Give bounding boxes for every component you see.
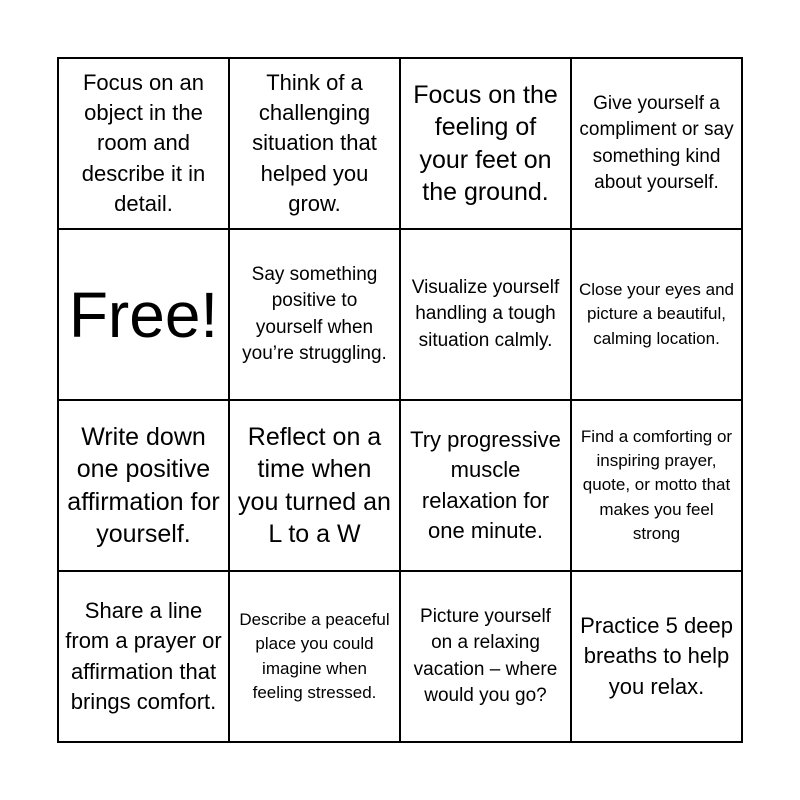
bingo-cell-text: Focus on an object in the room and describe it in detail. [81,69,206,217]
bingo-cell[interactable] [401,572,572,743]
bingo-cell[interactable] [572,59,743,230]
bingo-cell[interactable] [401,401,572,572]
bingo-cell[interactable] [572,230,743,401]
bingo-cell-text: Close your eyes and picture a beautiful, calming location. [579,280,734,348]
bingo-cell[interactable] [401,59,572,230]
bingo-cell-text: Free! [68,278,219,351]
bingo-card [57,57,743,743]
bingo-cell-text: Think of a challenging situation that helped you grow. [252,69,377,217]
bingo-cell-free[interactable] [59,230,230,401]
bingo-cell-text: Picture yourself on a relaxing vacation – where would you go? [413,606,558,706]
bingo-cell[interactable] [230,230,401,401]
bingo-cell-text: Focus on the feeling of your feet on the ground. [413,80,558,206]
bingo-cell-text: Try progressive muscle relaxation for one minute. [410,426,561,543]
bingo-cell-text: Write down one positive affirmation for yourself. [67,422,220,548]
bingo-cell[interactable] [572,572,743,743]
bingo-cell[interactable] [572,401,743,572]
bingo-cell-text: Reflect on a time when you turned an L to a W [238,422,391,548]
bingo-cell-text: Say something positive to yourself when you’re struggling. [242,264,387,364]
bingo-cell[interactable] [230,59,401,230]
bingo-cell[interactable] [230,572,401,743]
bingo-cell[interactable] [230,401,401,572]
bingo-cell[interactable] [59,401,230,572]
bingo-cell-text: Share a line from a prayer or affirmation that brings comfort. [65,597,222,714]
bingo-cell[interactable] [59,59,230,230]
bingo-cell[interactable] [59,572,230,743]
bingo-cell-text: Practice 5 deep breaths to help you relax. [580,612,733,699]
bingo-cell-text: Describe a peaceful place you could imagine when feeling stressed. [239,610,390,702]
bingo-cell-text: Visualize yourself handling a tough situation calmly. [411,277,560,351]
bingo-cell[interactable] [401,230,572,401]
bingo-cell-text: Give yourself a compliment or say something kind about yourself. [579,93,734,193]
bingo-cell-text: Find a comforting or inspiring prayer, quote, or motto that makes you feel strong [580,427,733,543]
